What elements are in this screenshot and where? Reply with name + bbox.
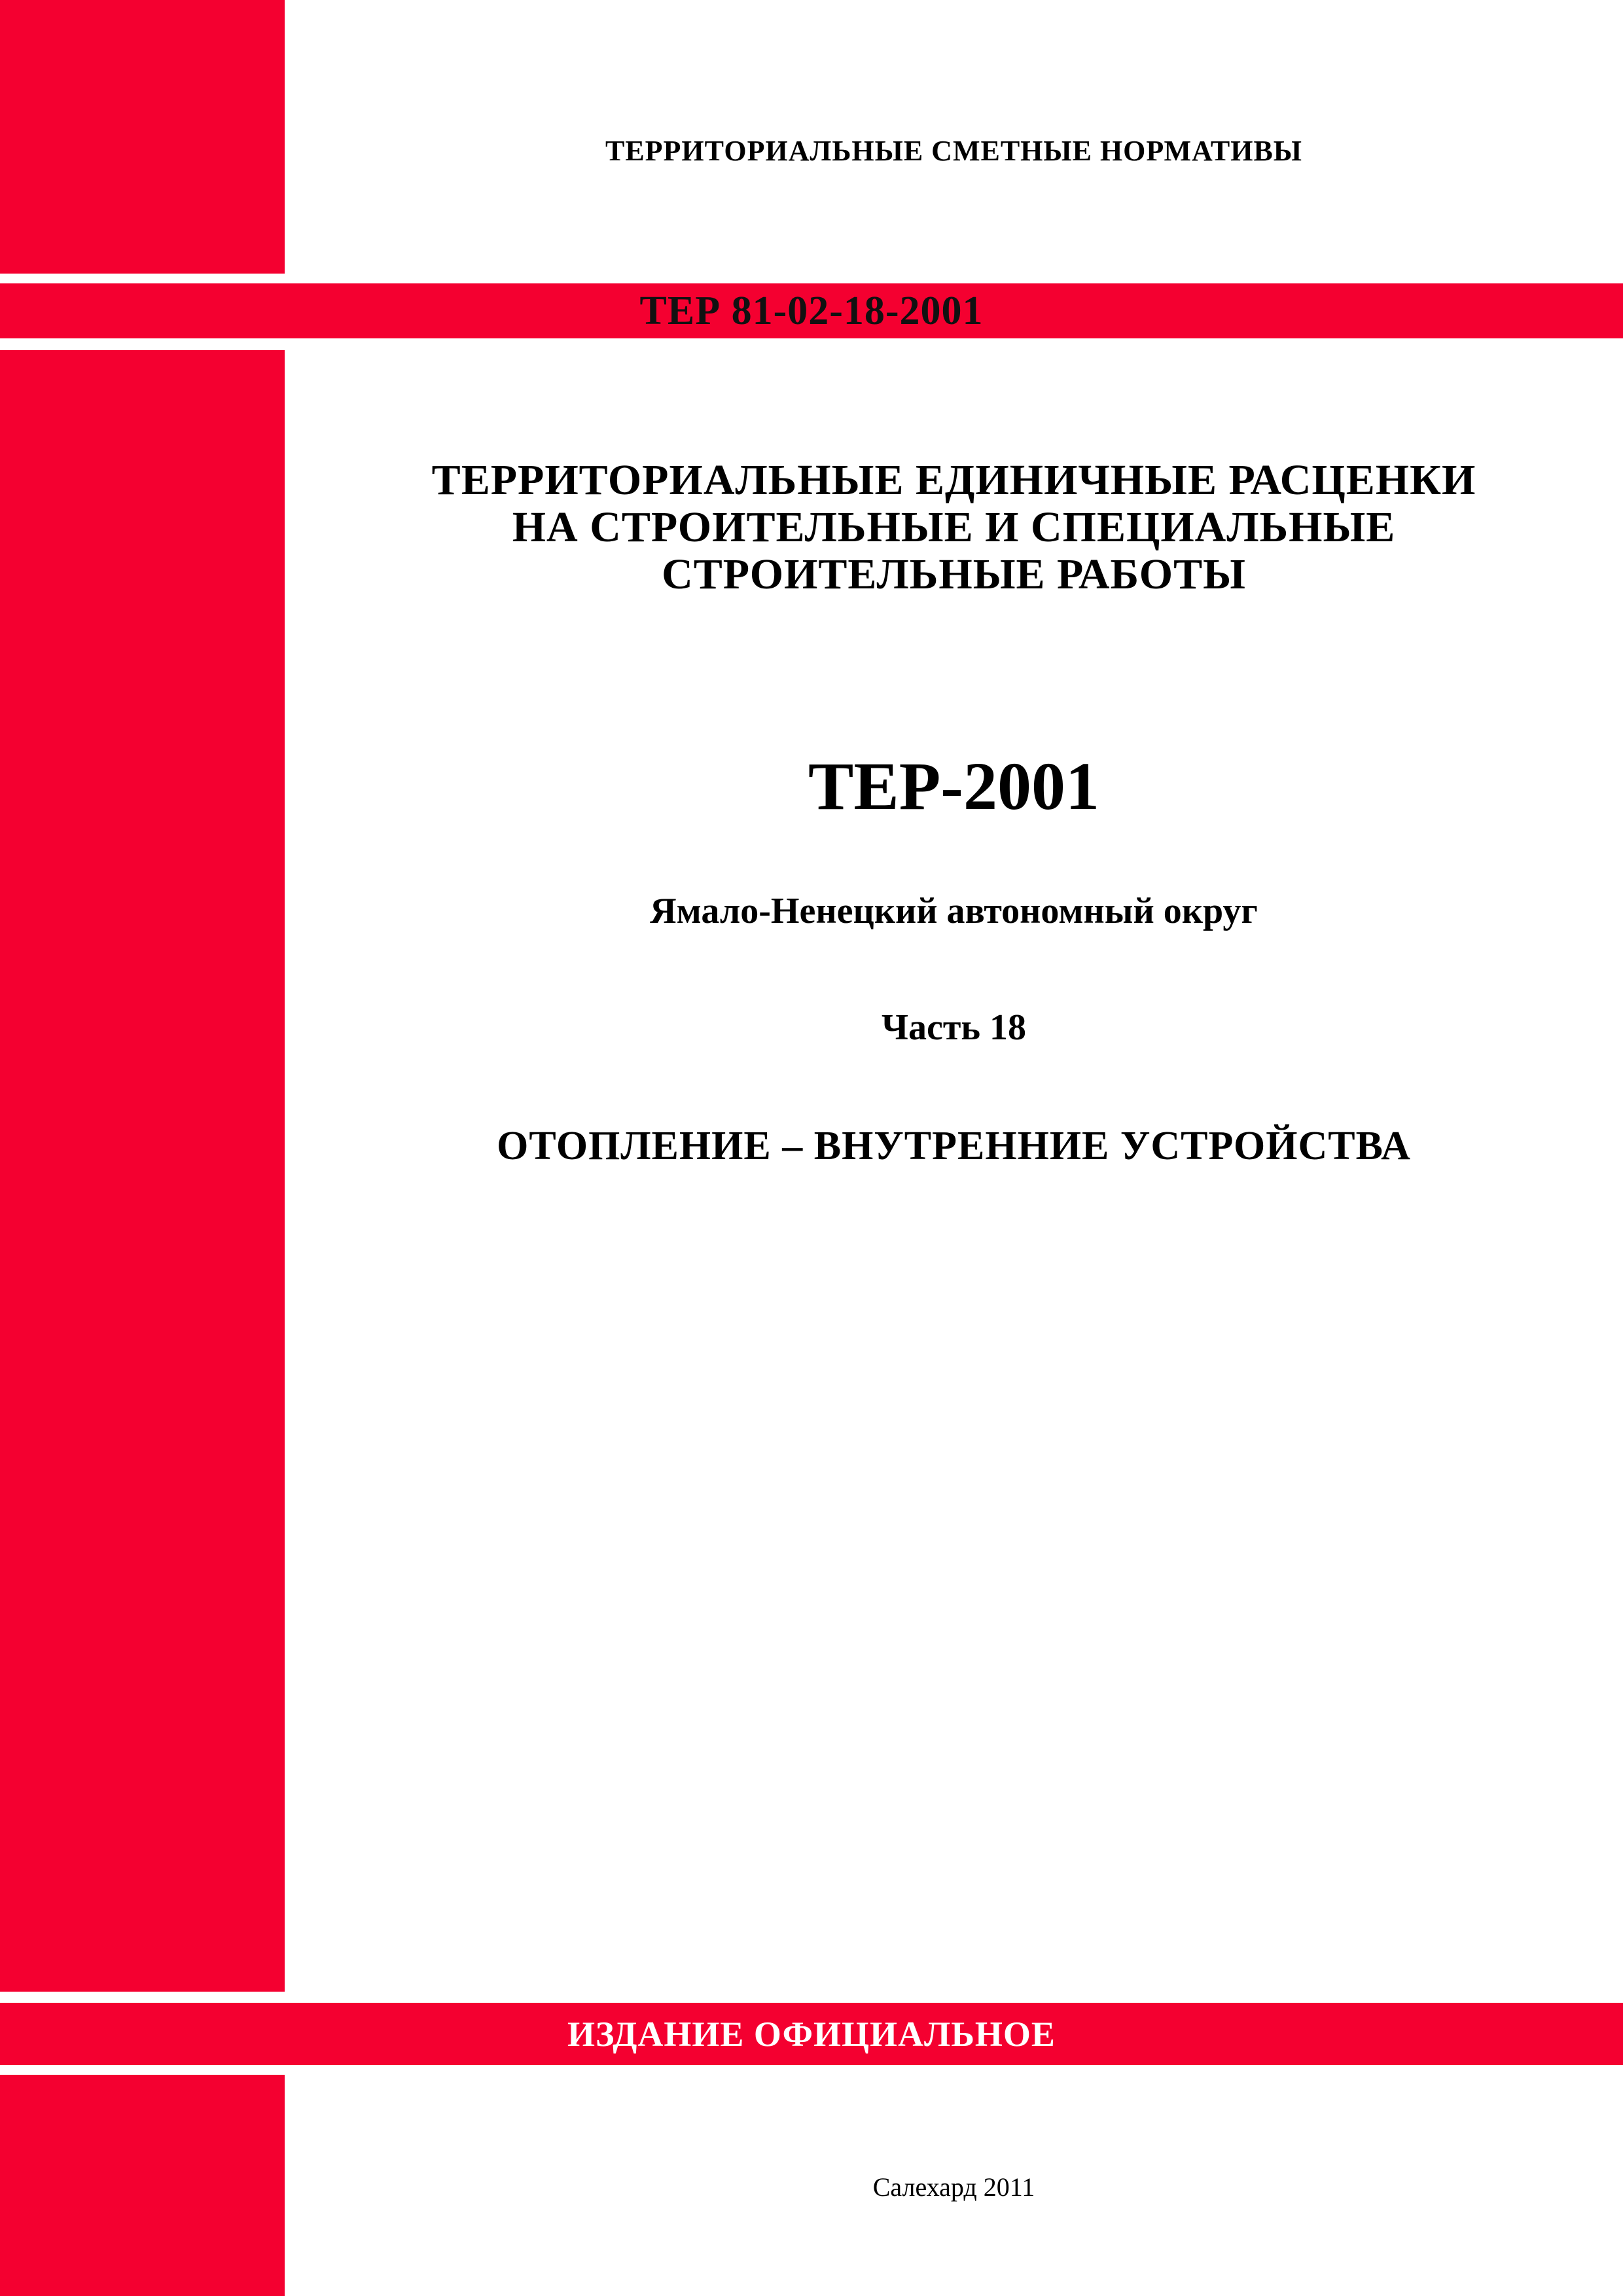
document-code: ТЕР 81-02-18-2001 bbox=[639, 288, 984, 333]
main-title bbox=[285, 457, 1623, 598]
section-title: ОТОПЛЕНИЕ – ВНУТРЕННИЕ УСТРОЙСТВА bbox=[497, 1124, 1411, 1168]
part-number: Часть 18 bbox=[881, 1007, 1027, 1048]
short-title: ТЕР-2001 bbox=[808, 749, 1099, 824]
main-title-line: СТРОИТЕЛЬНЫЕ РАБОТЫ bbox=[662, 550, 1246, 598]
main-title-line: НА СТРОИТЕЛЬНЫЕ И СПЕЦИАЛЬНЫЕ bbox=[512, 503, 1396, 551]
left-red-band-middle bbox=[0, 350, 285, 1992]
left-red-band-top bbox=[0, 0, 285, 274]
official-edition-label: ИЗДАНИЕ ОФИЦИАЛЬНОЕ bbox=[567, 2014, 1056, 2054]
official-edition-bar bbox=[0, 2003, 1623, 2065]
region-name: Ямало-Ненецкий автономный округ bbox=[650, 891, 1258, 931]
imprint-city-year: Салехард 2011 bbox=[872, 2172, 1035, 2202]
main-title-line: ТЕРРИТОРИАЛЬНЫЕ ЕДИНИЧНЫЕ РАСЦЕНКИ bbox=[431, 456, 1476, 504]
document-code-bar bbox=[0, 283, 1623, 338]
series-title: ТЕРРИТОРИАЛЬНЫЕ СМЕТНЫЕ НОРМАТИВЫ bbox=[605, 135, 1303, 167]
left-red-band-bottom bbox=[0, 2075, 285, 2296]
